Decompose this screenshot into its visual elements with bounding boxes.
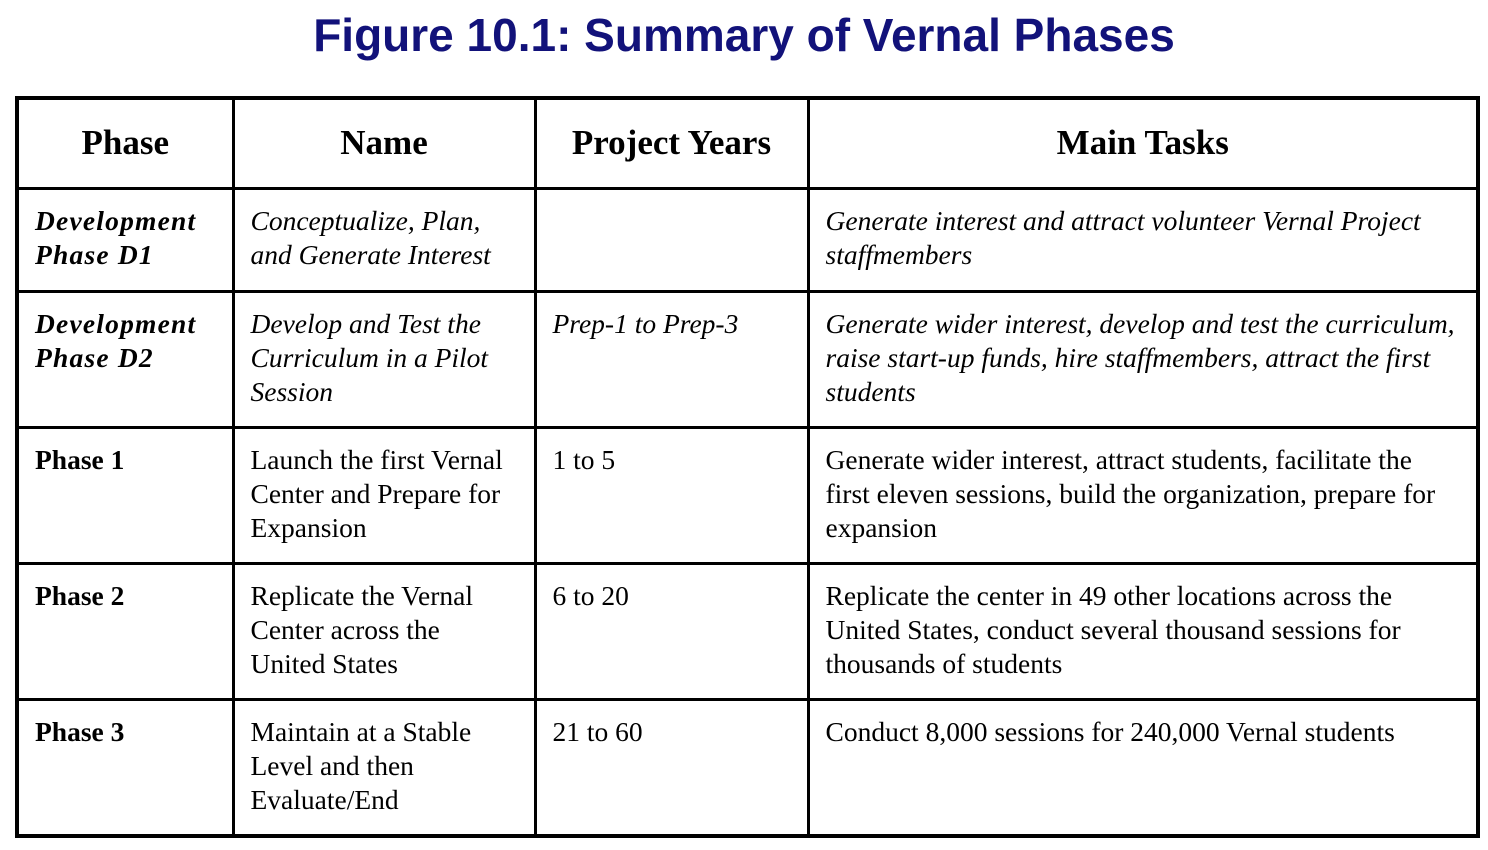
table-row [17, 699, 1478, 836]
phase-cell: Development Phase D2 [17, 291, 233, 427]
figure-title: Figure 10.1: Summary of Vernal Phases [313, 9, 1175, 61]
years-cell [535, 188, 808, 291]
header-name: Name [233, 98, 535, 188]
years-cell: Prep-1 to Prep-3 [535, 291, 808, 427]
header-phase: Phase [17, 98, 233, 188]
phases-table [15, 96, 1480, 838]
name-cell: Launch the first Vernal Center and Prepare for Expansion [233, 427, 535, 563]
tasks-cell: Replicate the center in 49 other locations across the United States, conduct several thousand sessions for thousands of students [808, 563, 1478, 699]
phase-cell: Phase 2 [17, 563, 233, 699]
phase-cell: Development Phase D1 [17, 188, 233, 291]
header-row [17, 98, 1478, 188]
header-main-tasks: Main Tasks [808, 98, 1478, 188]
table-row [17, 427, 1478, 563]
tasks-cell: Conduct 8,000 sessions for 240,000 Vernal students [808, 699, 1478, 836]
tasks-cell: Generate interest and attract volunteer Vernal Project staffmembers [808, 188, 1478, 291]
tasks-cell: Generate wider interest, develop and test the curriculum, raise start-up funds, hire staffmembers, attract the first students [808, 291, 1478, 427]
table-row [17, 188, 1478, 291]
years-cell: 6 to 20 [535, 563, 808, 699]
name-cell: Maintain at a Stable Level and then Evaluate/End [233, 699, 535, 836]
phase-cell: Phase 1 [17, 427, 233, 563]
name-cell: Develop and Test the Curriculum in a Pilot Session [233, 291, 535, 427]
table-row [17, 563, 1478, 699]
table-row [17, 291, 1478, 427]
name-cell: Conceptualize, Plan, and Generate Interest [233, 188, 535, 291]
years-cell: 1 to 5 [535, 427, 808, 563]
header-project-years: Project Years [535, 98, 808, 188]
tasks-cell: Generate wider interest, attract students, facilitate the first eleven sessions, build the organization, prepare for expansion [808, 427, 1478, 563]
name-cell: Replicate the Vernal Center across the United States [233, 563, 535, 699]
years-cell: 21 to 60 [535, 699, 808, 836]
phase-cell: Phase 3 [17, 699, 233, 836]
